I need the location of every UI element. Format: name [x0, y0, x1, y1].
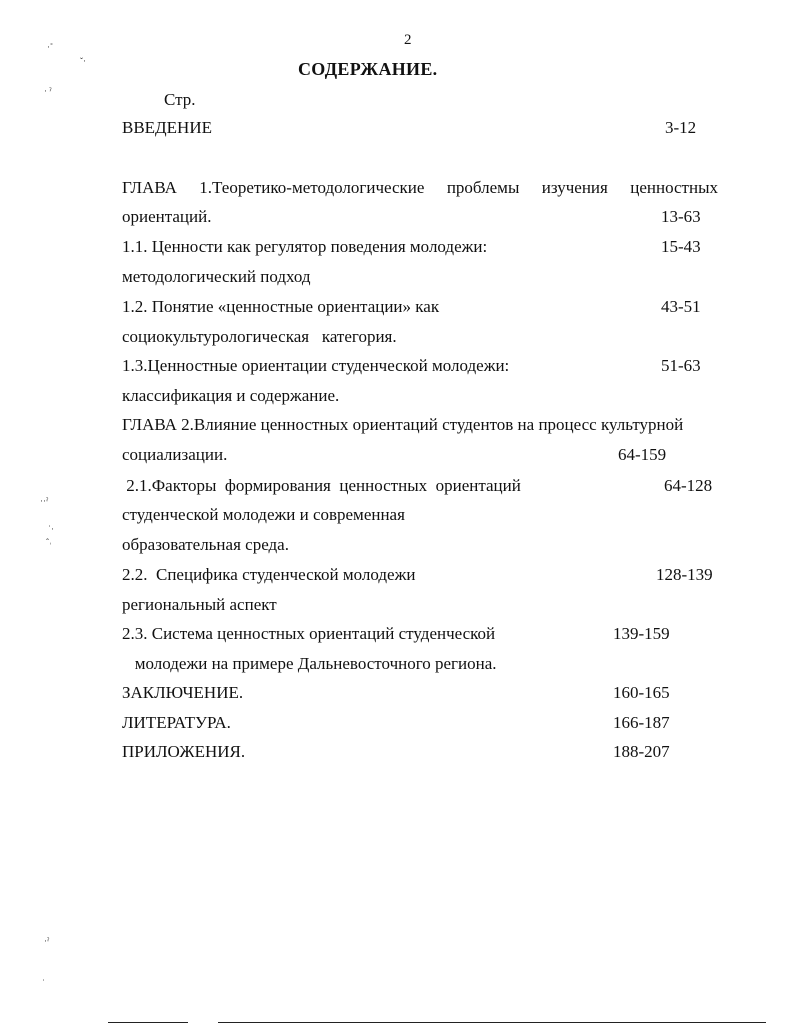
toc-ch1-word: ГЛАВА	[122, 178, 177, 197]
toc-literature-pages: 166-187	[613, 713, 670, 732]
page-number: 2	[404, 32, 412, 48]
toc-intro-pages: 3-12	[665, 118, 697, 137]
toc-literature-label: ЛИТЕРАТУРА.	[122, 713, 231, 732]
toc-ch1-heading	[122, 178, 718, 198]
toc-s22-line2: региональный аспект	[122, 595, 277, 614]
toc-s11-line1: 1.1. Ценности как регулятор поведения молодежи:	[122, 237, 488, 256]
toc-conclusion-label: ЗАКЛЮЧЕНИЕ.	[122, 683, 244, 702]
page-title: СОДЕРЖАНИЕ.	[298, 59, 438, 79]
toc-s12-pages: 43-51	[661, 297, 701, 316]
toc-s21-pages: 64-128	[664, 476, 713, 495]
scan-speck: ˙	[42, 978, 45, 988]
toc-ch1-word: изучения	[541, 178, 608, 197]
toc-s23-pages: 139-159	[613, 624, 670, 643]
toc-s22-line1: 2.2. Специфика студенческой молодежи	[122, 565, 416, 584]
toc-s11-pages: 15-43	[661, 237, 701, 256]
scan-edge-line	[108, 1022, 188, 1023]
toc-s21-line1: 2.1.Факторы формирования ценностных ориентаций	[122, 476, 521, 495]
toc-ch2-line1: ГЛАВА 2.Влияние ценностных ориентаций студентов на процесс культурной	[122, 415, 684, 434]
toc-s23-line2: молодежи на примере Дальневосточного региона.	[122, 654, 497, 673]
toc-intro-label: ВВЕДЕНИЕ	[122, 118, 212, 137]
toc-s12-line1: 1.2. Понятие «ценностные ориентации» как	[122, 297, 440, 316]
toc-s22-pages: 128-139	[656, 565, 713, 584]
toc-conclusion-pages: 160-165	[613, 683, 670, 702]
toc-s13-line1: 1.3.Ценностные ориентации студенческой молодежи:	[122, 356, 510, 375]
scan-speck: ·˚	[47, 42, 53, 52]
scan-speck: ··ˀ	[40, 496, 49, 506]
toc-appendices-label: ПРИЛОЖЕНИЯ.	[122, 742, 246, 761]
toc-s12-line2: социокультурологическая категория.	[122, 327, 397, 346]
toc-ch1-line2: ориентаций.	[122, 207, 212, 226]
scan-speck: ˙·	[48, 524, 54, 534]
toc-s23-line1: 2.3. Система ценностных ориентаций студенческой	[122, 624, 496, 643]
toc-s13-pages: 51-63	[661, 356, 701, 375]
toc-ch2-pages: 64-159	[618, 445, 667, 464]
page-column-header: Стр.	[164, 90, 196, 109]
scan-speck: ˆ˒	[46, 537, 52, 547]
scan-speck: ·ˀ	[44, 936, 50, 946]
scan-speck: ˇ·	[80, 56, 86, 66]
toc-s13-line2: классификация и содержание.	[122, 386, 340, 405]
scan-edge-line	[218, 1022, 766, 1023]
toc-ch1-word: проблемы	[446, 178, 520, 197]
toc-s11-line2: методологический подход	[122, 267, 311, 286]
toc-ch1-pages: 13-63	[661, 207, 701, 226]
toc-ch2-line2: социализации.	[122, 445, 228, 464]
toc-ch1-word: 1.Теоретико-методологические	[199, 178, 425, 197]
toc-s21-line3: образовательная среда.	[122, 535, 289, 554]
toc-ch1-word: ценностных	[630, 178, 718, 197]
toc-s21-line2: студенческой молодежи и современная	[122, 505, 405, 524]
scan-speck: · ˀ	[44, 86, 52, 96]
toc-appendices-pages: 188-207	[613, 742, 670, 761]
